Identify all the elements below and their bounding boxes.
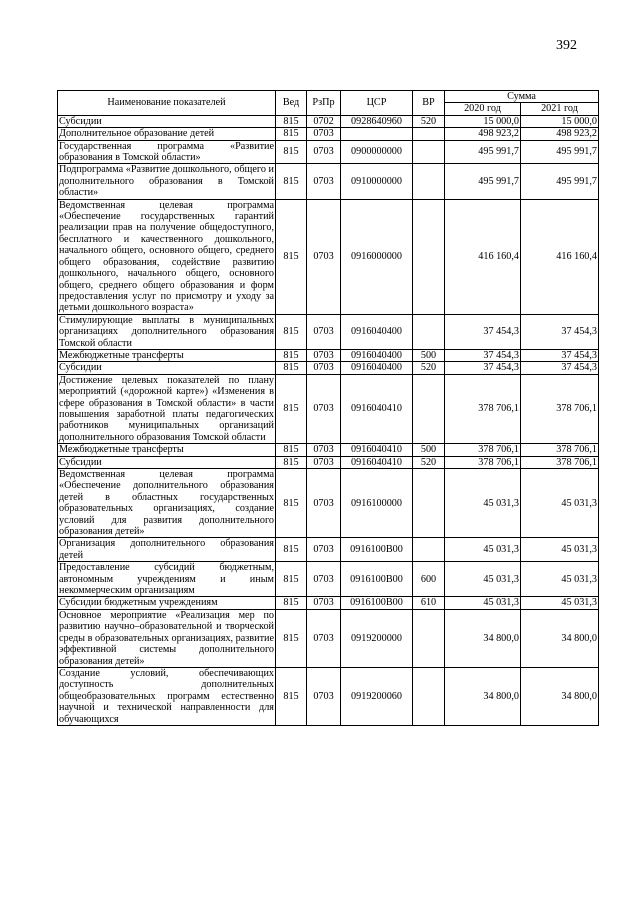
cell-csr: 0900000000 [341,140,413,164]
cell-vr: 610 [413,597,445,609]
cell-vr: 500 [413,444,445,456]
cell-csr: 0916040410 [341,374,413,443]
cell-csr: 0910000000 [341,164,413,199]
cell-ved: 815 [276,456,307,468]
cell-rzpr: 0703 [307,562,341,597]
cell-rzpr: 0703 [307,140,341,164]
cell-s2021: 378 706,1 [521,456,599,468]
table-body [58,115,599,725]
cell-csr: 0919200000 [341,609,413,667]
cell-s2021: 378 706,1 [521,374,599,443]
cell-s2021: 498 923,2 [521,128,599,140]
cell-name: Ведомственная целевая программа «Обеспечение дополнительного образования детей в областных государственных образовательных организациях, создание условий для развития дополнительного образования детей» [59,469,274,538]
cell-s2020: 34 800,0 [445,609,521,667]
cell-vr: 520 [413,115,445,127]
table-row [58,456,599,468]
table-row [58,128,599,140]
table-row [58,374,599,443]
cell-s2021: 37 454,3 [521,349,599,361]
header-vr: ВР [413,91,445,116]
table-row [58,115,599,127]
cell-vr [413,164,445,199]
cell-s2020: 45 031,3 [445,562,521,597]
cell-s2021: 37 454,3 [521,314,599,349]
cell-rzpr: 0703 [307,456,341,468]
table-row [58,597,599,609]
cell-ved: 815 [276,444,307,456]
cell-s2020: 495 991,7 [445,140,521,164]
cell-ved: 815 [276,128,307,140]
cell-vr [413,538,445,562]
cell-s2020: 45 031,3 [445,469,521,538]
cell-s2020: 416 160,4 [445,199,521,314]
cell-vr [413,374,445,443]
cell-s2021: 495 991,7 [521,164,599,199]
table-row [58,140,599,164]
cell-s2020: 15 000,0 [445,115,521,127]
cell-name: Подпрограмма «Развитие дошкольного, общего и дополнительного образования в Томской области» [59,164,274,199]
cell-rzpr: 0703 [307,314,341,349]
cell-ved: 815 [276,609,307,667]
cell-ved: 815 [276,314,307,349]
cell-s2020: 378 706,1 [445,374,521,443]
cell-s2021: 495 991,7 [521,140,599,164]
cell-csr: 0916000000 [341,199,413,314]
cell-name: Стимулирующие выплаты в муниципальных организациях дополнительного образования Томской области [59,314,274,349]
cell-s2020: 37 454,3 [445,314,521,349]
cell-name: Субсидии бюджетным учреждениям [58,597,276,609]
cell-name: Государственная программа «Развитие образования в Томской области» [59,140,274,164]
cell-s2020: 37 454,3 [445,349,521,361]
cell-s2020: 495 991,7 [445,164,521,199]
cell-rzpr: 0703 [307,469,341,538]
cell-ved: 815 [276,597,307,609]
cell-csr: 0916040400 [341,314,413,349]
cell-name: Организация дополнительного образования детей [59,538,274,561]
cell-csr: 0916040400 [341,362,413,374]
cell-vr: 500 [413,349,445,361]
cell-csr: 0928640960 [341,115,413,127]
cell-csr: 0916100000 [341,469,413,538]
cell-ved: 815 [276,538,307,562]
cell-rzpr: 0703 [307,362,341,374]
header-ved: Вед [276,91,307,116]
header-name: Наименование показателей [58,91,276,116]
cell-rzpr: 0703 [307,444,341,456]
budget-table [57,90,599,726]
header-sum: Сумма [445,91,599,103]
cell-vr: 520 [413,456,445,468]
cell-name: Субсидии [58,456,276,468]
cell-s2020: 34 800,0 [445,667,521,725]
table-row [58,349,599,361]
cell-ved: 815 [276,374,307,443]
cell-ved: 815 [276,164,307,199]
cell-csr: 0916100В00 [341,538,413,562]
cell-ved: 815 [276,667,307,725]
cell-ved: 815 [276,349,307,361]
table-row [58,562,599,597]
table-row [58,667,599,725]
cell-s2020: 378 706,1 [445,456,521,468]
cell-csr: 0916040410 [341,444,413,456]
cell-ved: 815 [276,469,307,538]
cell-rzpr: 0703 [307,164,341,199]
cell-s2020: 45 031,3 [445,538,521,562]
cell-rzpr: 0703 [307,667,341,725]
page-number: 392 [556,38,577,53]
cell-rzpr: 0703 [307,128,341,140]
cell-ved: 815 [276,362,307,374]
cell-s2021: 45 031,3 [521,538,599,562]
table-row [58,314,599,349]
table-row [58,164,599,199]
cell-s2020: 498 923,2 [445,128,521,140]
header-rzpr: РзПр [307,91,341,116]
cell-s2020: 45 031,3 [445,597,521,609]
cell-name: Межбюджетные трансферты [58,349,276,361]
cell-rzpr: 0703 [307,597,341,609]
cell-rzpr: 0703 [307,349,341,361]
cell-rzpr: 0703 [307,199,341,314]
cell-vr: 600 [413,562,445,597]
cell-ved: 815 [276,115,307,127]
cell-s2020: 37 454,3 [445,362,521,374]
cell-s2021: 45 031,3 [521,469,599,538]
cell-vr [413,199,445,314]
cell-s2020: 378 706,1 [445,444,521,456]
cell-name: Предоставление субсидий бюджетным, автономным учреждениям и иным некоммерческим организациям [59,562,274,597]
cell-s2021: 34 800,0 [521,609,599,667]
cell-name: Основное мероприятие «Реализация мер по развитию научно–образовательной и творческой среды в образовательных организациях, развитие эффективной системы дополнительного образования детей» [59,609,274,667]
table-row [58,444,599,456]
cell-ved: 815 [276,562,307,597]
cell-vr [413,314,445,349]
header-csr: ЦСР [341,91,413,116]
cell-rzpr: 0703 [307,538,341,562]
cell-vr [413,128,445,140]
cell-csr: 0919200060 [341,667,413,725]
cell-csr: 0916040410 [341,456,413,468]
table-row [58,609,599,667]
cell-csr [341,128,413,140]
table-row [58,199,599,314]
cell-name: Создание условий, обеспечивающих доступность дополнительных общеобразовательных программ естественно научной и технической направленности для обучающихся [59,667,274,725]
cell-vr [413,469,445,538]
table-header [58,91,599,116]
cell-name: Межбюджетные трансферты [58,444,276,456]
cell-s2021: 416 160,4 [521,199,599,314]
cell-vr [413,609,445,667]
cell-rzpr: 0702 [307,115,341,127]
cell-name: Субсидии [58,115,276,127]
cell-s2021: 34 800,0 [521,667,599,725]
table-row [58,362,599,374]
cell-name: Ведомственная целевая программа «Обеспечение государственных гарантий реализации прав на получение общедоступного, бесплатного и качественного дошкольного, начального общего, основного общего, среднего общего образования, содействие развитию дошкольного, начального общего, основного общего, среднего общего образования и форм предоставления услуг по присмотру и уходу за детьми дошкольного возраста» [59,199,274,314]
cell-s2021: 45 031,3 [521,597,599,609]
cell-ved: 815 [276,140,307,164]
table-row [58,469,599,538]
cell-vr: 520 [413,362,445,374]
cell-s2021: 45 031,3 [521,562,599,597]
cell-s2021: 37 454,3 [521,362,599,374]
cell-s2021: 15 000,0 [521,115,599,127]
cell-rzpr: 0703 [307,609,341,667]
table-row [58,538,599,562]
header-2020: 2020 год [445,103,521,115]
cell-ved: 815 [276,199,307,314]
cell-name: Дополнительное образование детей [58,128,276,140]
cell-vr [413,140,445,164]
cell-csr: 0916040400 [341,349,413,361]
cell-csr: 0916100В00 [341,597,413,609]
cell-name: Достижение целевых показателей по плану мероприятий («дорожной карте») «Изменения в сфере образования в Томской области» в части повышения заработной платы педагогических работников муниципальных организаций дополнительного образования Томской области [59,374,274,443]
cell-vr [413,667,445,725]
cell-csr: 0916100В00 [341,562,413,597]
cell-name: Субсидии [58,362,276,374]
cell-s2021: 378 706,1 [521,444,599,456]
cell-rzpr: 0703 [307,374,341,443]
header-2021: 2021 год [521,103,599,115]
